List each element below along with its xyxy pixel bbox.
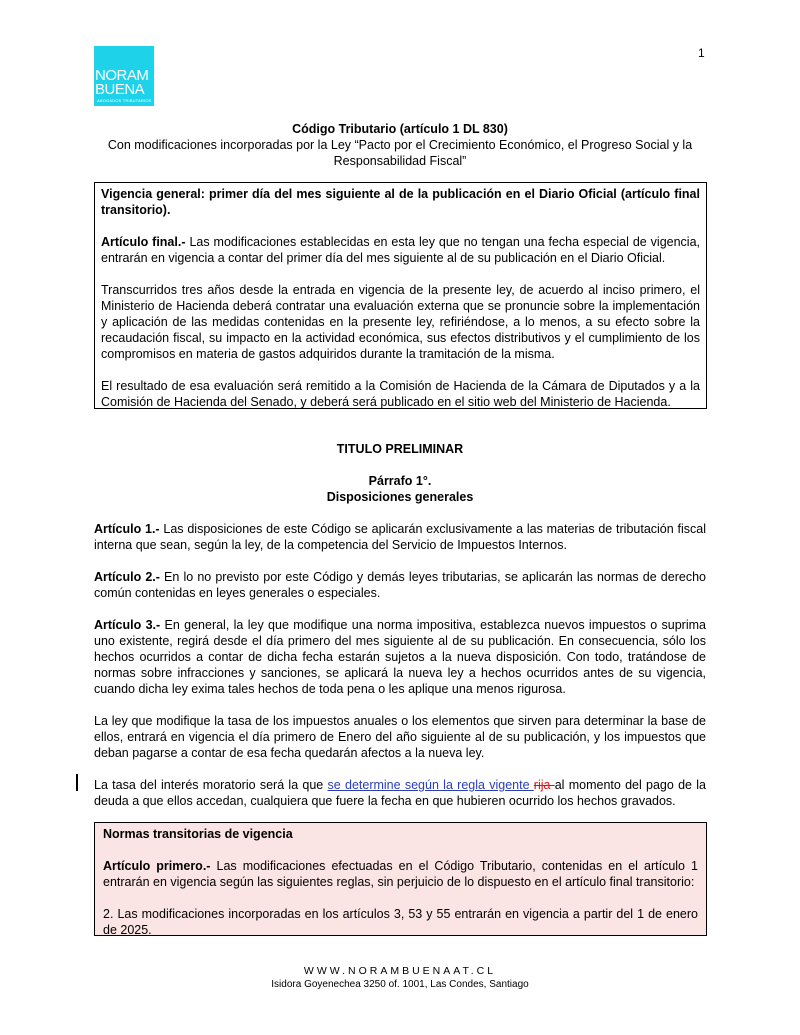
transitorias-item-2: 2. Las modificaciones incorporadas en los artículos 3, 53 y 55 entrarán en vigencia a partir del 1 de enero de 2025. bbox=[103, 907, 698, 937]
articulo-3-label: Artículo 3.- bbox=[94, 618, 161, 632]
articulo-3-paragraph-2: La ley que modifique la tasa de los impuestos anuales o los elementos que sirven para determinar la base de ellos, entrará en vigencia el día primero de Enero del año siguiente al de su publicación, y los impuestos que deban pagarse a contar de esa fecha quedarán afectos a la nueva ley. bbox=[94, 714, 706, 760]
articulo-3-paragraph-3 bbox=[94, 777, 706, 809]
parrafo-label: Párrafo 1°. bbox=[368, 474, 432, 488]
logo-tagline: ABOGADOS TRIBUTARIOS bbox=[97, 98, 152, 103]
articulo-3-p3-pre: La tasa del interés moratorio será la que bbox=[94, 778, 328, 792]
articulo-3-text: En general, la ley que modifique una norma impositiva, establezca nuevos impuestos o suprima uno existente, regirá desde el día primero del mes siguiente al de su publicación. En consecuencia, sólo los hechos ocurridos a contar de dicha fecha estarán sujetos a la nueva disposición. Con todo, tratándose de normas sobre infracciones y sanciones, se aplicará la nueva ley a hechos ocurridos antes de su vigencia, cuando dicha ley exima tales hechos de toda pena o les aplique una menos rigurosa. bbox=[94, 618, 706, 696]
footer-address: Isidora Goyenechea 3250 of. 1001, Las Condes, Santiago bbox=[271, 979, 529, 990]
page-footer bbox=[94, 964, 706, 992]
vigencia-paragraph-3: El resultado de esa evaluación será remitido a la Comisión de Hacienda de la Cámara de Diputados y a la Comisión de Hacienda del Senado, y deberá será publicado en el sitio web del Ministerio de Hacienda. bbox=[101, 379, 700, 409]
logo-line-1: NORAM bbox=[95, 67, 149, 84]
articulo-2-text: En lo no previsto por este Código y demás leyes tributarias, se aplicarán las normas de derecho común contenidas en leyes generales o especiales. bbox=[94, 570, 706, 600]
articulo-2 bbox=[94, 569, 706, 601]
inserted-text: se determine según la regla vigente bbox=[327, 778, 534, 792]
articulo-primero-text: Las modificaciones efectuadas en el Código Tributario, contenidas en el artículo 1 entrarán en vigencia según las siguientes reglas, sin perjuicio de lo dispuesto en el artículo final transitorio: bbox=[103, 859, 699, 889]
page-number: 1 bbox=[698, 46, 705, 60]
articulo-primero-label: Artículo primero.- bbox=[103, 859, 211, 873]
revision-marker bbox=[76, 774, 78, 791]
articulo-primero bbox=[103, 858, 698, 890]
vigencia-box bbox=[94, 182, 707, 409]
vigencia-paragraph-2: Transcurridos tres años desde la entrada en vigencia de la presente ley, de acuerdo al inciso primero, el Ministerio de Hacienda deberá contratar una evaluación externa que se pronuncie sobre la implementación y aplicación de las medidas contenidas en la presente ley, refiriéndose, a lo menos, a su efecto sobre la recaudación fiscal, su impacto en la actividad económica, sus efectos distributivos y el cumplimiento de los compromisos en materia de gastos adquiridos durante la tramitación de la misma. bbox=[101, 283, 700, 361]
transitorias-box bbox=[94, 822, 707, 936]
articulo-3-p3-post: al momento del pago de la deuda a que ellos accedan, cualquiera que fuere la fecha en que hubieren ocurrido los hechos gravados. bbox=[94, 778, 706, 808]
articulo-final-label: Artículo final.- bbox=[101, 235, 186, 249]
articulo-1-text: Las disposiciones de este Código se aplicarán exclusivamente a las materias de tributación fiscal interna que sean, según la ley, de la competencia del Servicio de Impuestos Internos. bbox=[94, 522, 706, 552]
articulo-final bbox=[101, 234, 700, 266]
company-logo bbox=[94, 46, 154, 106]
document-subtitle: Con modificaciones incorporadas por la Ley “Pacto por el Crecimiento Económico, el Progreso Social y la Responsabilidad Fiscal” bbox=[107, 138, 693, 168]
document-title: Código Tributario (artículo 1 DL 830) bbox=[292, 122, 508, 136]
transitorias-heading: Normas transitorias de vigencia bbox=[103, 827, 293, 841]
articulo-1-label: Artículo 1.- bbox=[94, 522, 160, 536]
parrafo-name: Disposiciones generales bbox=[326, 490, 474, 504]
footer-url: WWW.NORAMBUENAAT.CL bbox=[303, 965, 497, 977]
articulo-final-text: Las modificaciones establecidas en esta ley que no tengan una fecha especial de vigencia, entrarán en vigencia a contar del primer día del mes siguiente al de su publicación en el Diario Oficial. bbox=[101, 235, 700, 265]
logo-line-2: BUENA bbox=[95, 81, 145, 98]
document-header bbox=[94, 121, 706, 169]
articulo-1 bbox=[94, 521, 706, 553]
deleted-text: rija bbox=[533, 778, 555, 792]
vigencia-heading: Vigencia general: primer día del mes siguiente al de la publicación en el Diario Oficial (artículo final transitorio). bbox=[101, 187, 700, 217]
articulo-3 bbox=[94, 617, 706, 697]
articulo-2-label: Artículo 2.- bbox=[94, 570, 160, 584]
titulo-preliminar: TITULO PRELIMINAR bbox=[336, 442, 464, 456]
